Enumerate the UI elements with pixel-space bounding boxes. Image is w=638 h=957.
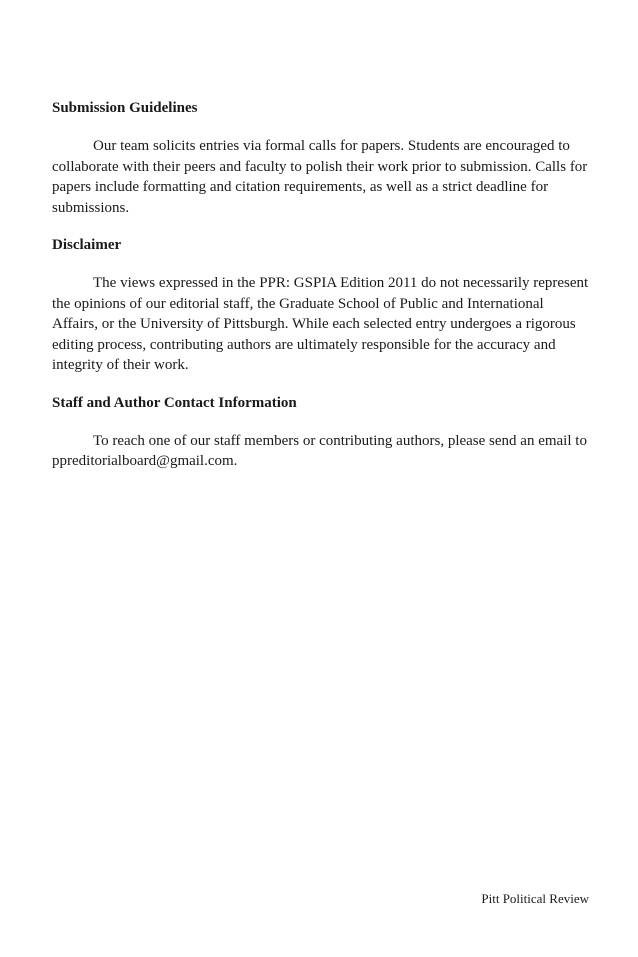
section-heading: Staff and Author Contact Information xyxy=(52,394,297,411)
section-paragraph: The views expressed in the PPR: GSPIA Edition 2011 do not necessarily represent the opinions of our editorial staff, the Graduate School of Public and International Affairs, or the University of Pittsburgh. While each selected entry undergoes a rigorous editing process, contributing authors are ultimately responsible for the accuracy and integrity of their work. xyxy=(52,275,589,373)
section-heading: Submission Guidelines xyxy=(52,100,198,116)
page-footer: Pitt Political Review xyxy=(481,891,589,906)
submission-guidelines-section xyxy=(52,98,592,218)
section-paragraph: Our team solicits entries via formal calls for papers. Students are encouraged to collaborate with their peers and faculty to polish their work prior to submission. Calls for papers include formatting and citation requirements, as well as a strict deadline for submissions. xyxy=(52,138,588,216)
section-heading: Disclaimer xyxy=(52,237,122,253)
page-content xyxy=(52,98,592,489)
section-paragraph: To reach one of our staff members or contributing authors, please send an email to ppreditorialboard@gmail.com. xyxy=(52,432,587,469)
disclaimer-section xyxy=(52,235,592,376)
contact-information-section xyxy=(52,393,592,472)
